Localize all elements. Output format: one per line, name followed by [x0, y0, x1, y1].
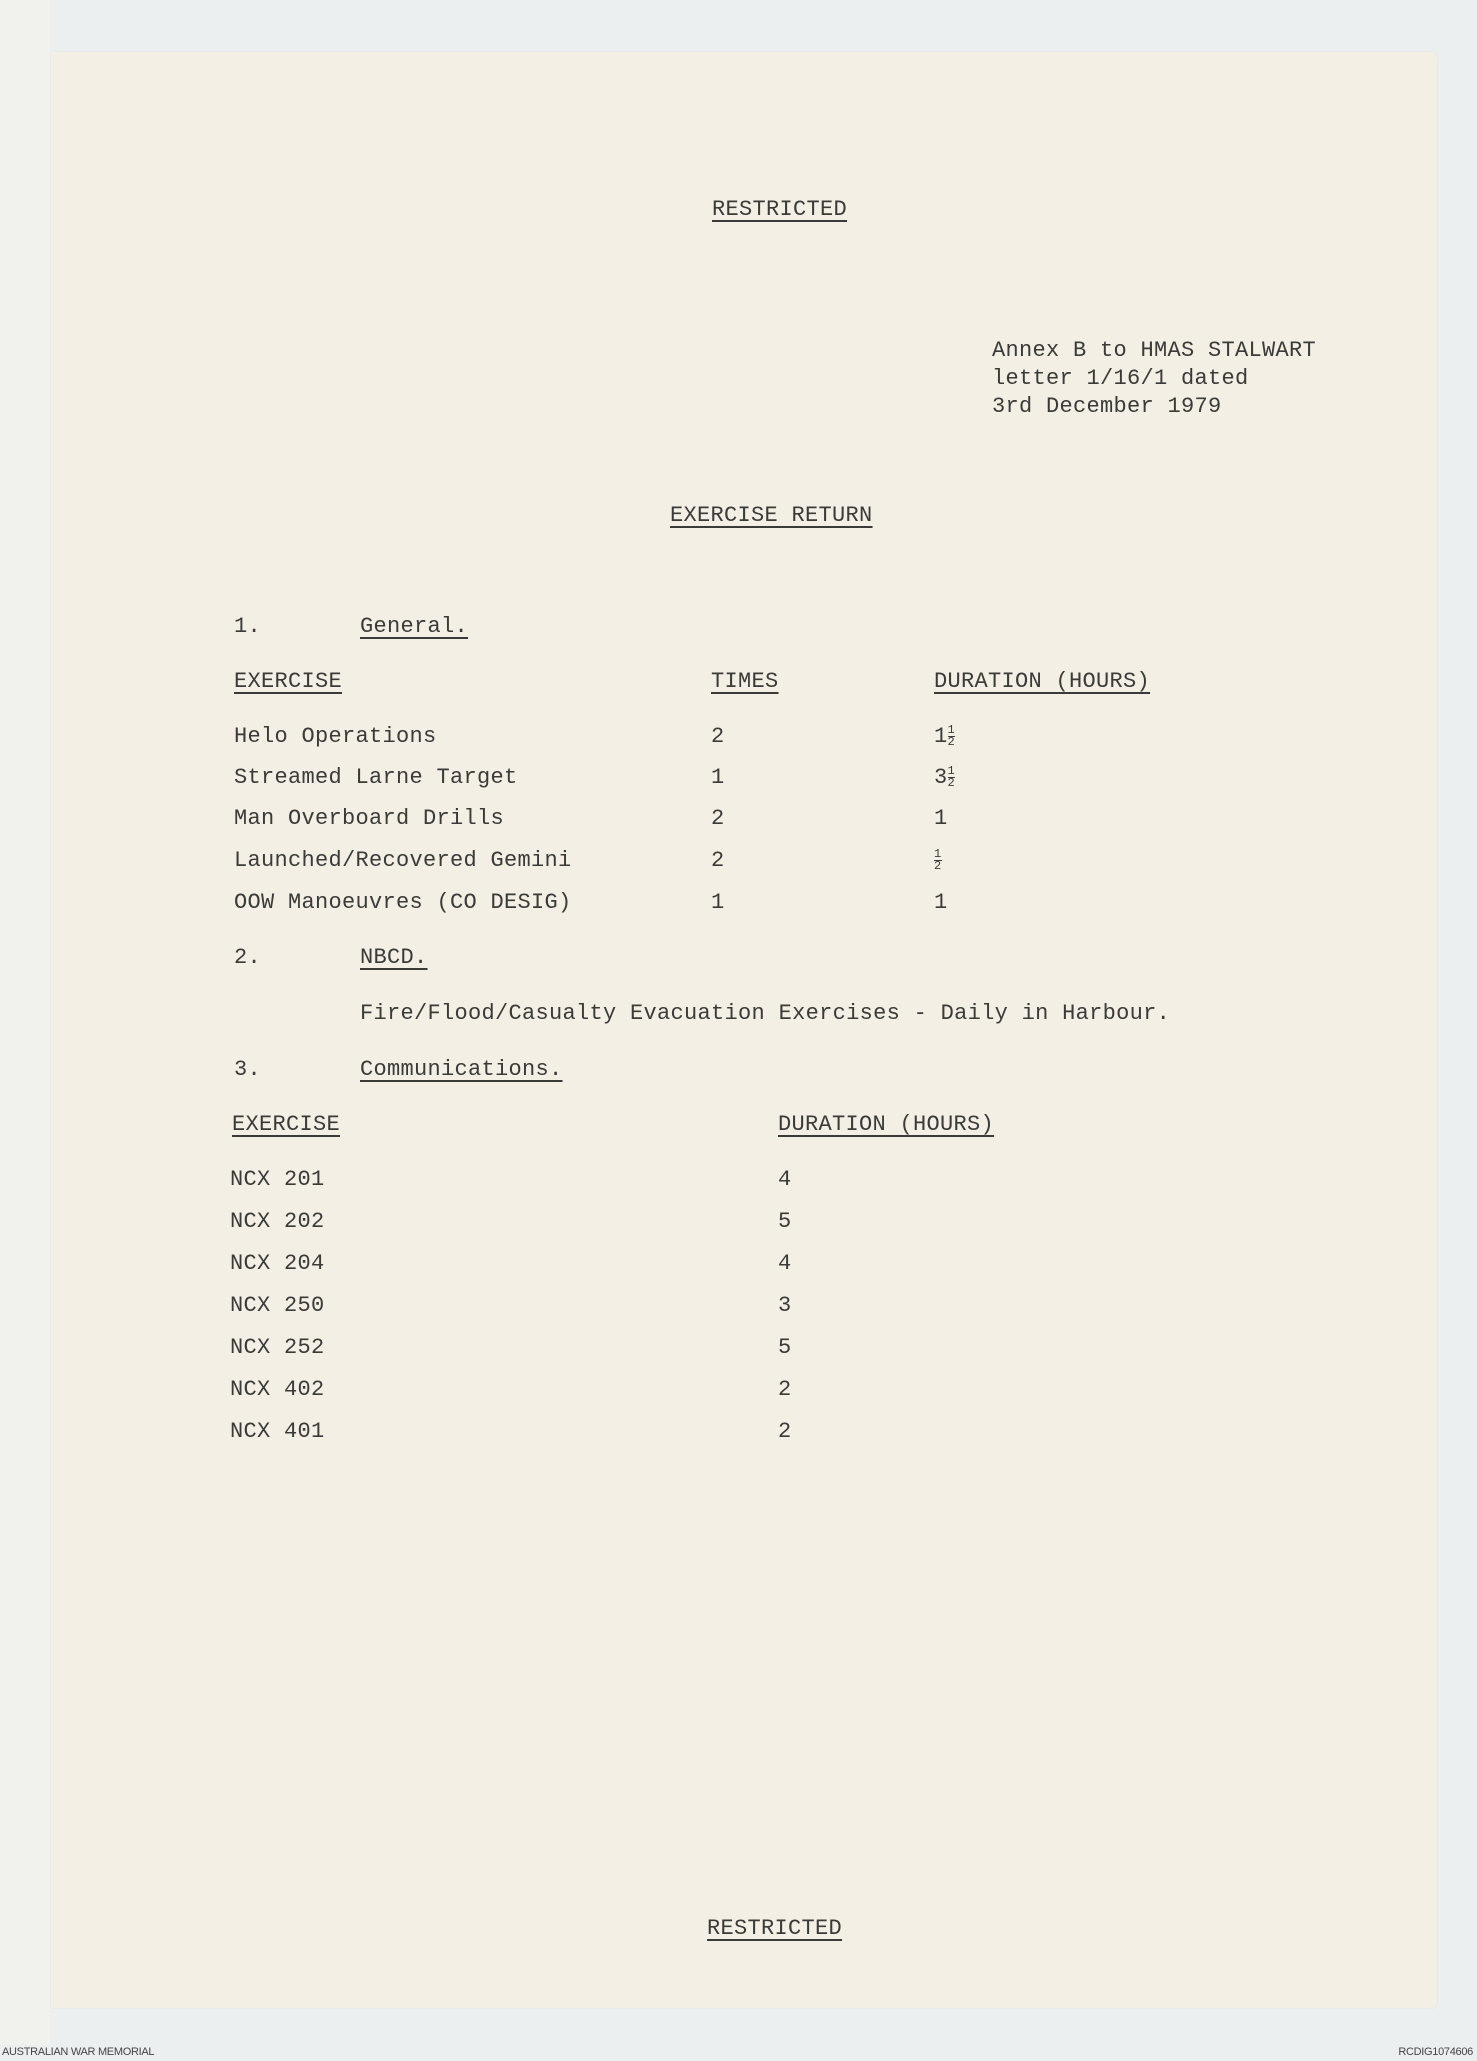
- duration-whole: 1: [934, 724, 948, 749]
- exercise-name: Streamed Larne Target: [234, 765, 518, 790]
- exercise-duration: [934, 765, 955, 791]
- exercise-name: Launched/Recovered Gemini: [234, 848, 572, 873]
- section-heading-communications: Communications.: [360, 1057, 563, 1082]
- comms-exercise-duration: 2: [778, 1377, 792, 1402]
- document-title: EXERCISE RETURN: [670, 503, 873, 528]
- comms-exercise-name: NCX 202: [230, 1209, 325, 1234]
- archive-id: RCDIG1074606: [1398, 2046, 1473, 2058]
- reference-line: letter 1/16/1 dated: [992, 366, 1249, 391]
- comms-exercise-duration: 4: [778, 1167, 792, 1192]
- comms-exercise-duration: 3: [778, 1293, 792, 1318]
- section-number: 3.: [234, 1057, 262, 1082]
- column-header-duration: DURATION (HOURS): [778, 1112, 995, 1137]
- exercise-times: 1: [711, 890, 725, 915]
- duration-fraction: $\frac{1}{2}$: [947, 763, 956, 790]
- archive-credit: AUSTRALIAN WAR MEMORIAL: [2, 2046, 155, 2058]
- duration-fraction: $\frac{1}{2}$: [934, 846, 942, 873]
- exercise-duration: [934, 806, 948, 832]
- reference-line: 3rd December 1979: [992, 394, 1222, 419]
- comms-exercise-duration: 4: [778, 1251, 792, 1276]
- section-heading-general: General.: [360, 614, 469, 639]
- nbcd-text: Fire/Flood/Casualty Evacuation Exercises - Daily in Harbour.: [360, 1001, 1171, 1026]
- column-header-duration: DURATION (HOURS): [934, 669, 1151, 694]
- exercise-times: 2: [711, 806, 725, 831]
- column-header-exercise: EXERCISE: [234, 669, 343, 694]
- comms-exercise-name: NCX 401: [230, 1419, 325, 1444]
- exercise-duration: [934, 724, 955, 750]
- comms-exercise-name: NCX 250: [230, 1293, 325, 1318]
- comms-exercise-name: NCX 402: [230, 1377, 325, 1402]
- duration-whole: 1: [934, 806, 948, 831]
- exercise-duration: [934, 848, 942, 874]
- comms-exercise-duration: 2: [778, 1419, 792, 1444]
- comms-exercise-duration: 5: [778, 1335, 792, 1360]
- section-number: 1.: [234, 614, 262, 639]
- scan-background-strip: [0, 0, 50, 2045]
- column-header-times: TIMES: [711, 669, 779, 694]
- exercise-name: OOW Manoeuvres (CO DESIG): [234, 890, 572, 915]
- classification-footer: RESTRICTED: [707, 1916, 843, 1941]
- duration-whole: 1: [934, 890, 948, 915]
- comms-exercise-name: NCX 201: [230, 1167, 325, 1192]
- duration-fraction: $\frac{1}{2}$: [947, 722, 956, 749]
- classification-header: RESTRICTED: [712, 197, 848, 222]
- comms-exercise-name: NCX 252: [230, 1335, 325, 1360]
- exercise-times: 2: [711, 724, 725, 749]
- reference-line: Annex B to HMAS STALWART: [992, 338, 1317, 363]
- exercise-times: 2: [711, 848, 725, 873]
- exercise-duration: [934, 890, 948, 916]
- section-heading-nbcd: NBCD.: [360, 945, 428, 970]
- duration-whole: 3: [934, 765, 948, 790]
- exercise-name: Man Overboard Drills: [234, 806, 505, 831]
- column-header-exercise: EXERCISE: [232, 1112, 341, 1137]
- section-number: 2.: [234, 945, 262, 970]
- exercise-name: Helo Operations: [234, 724, 437, 749]
- exercise-times: 1: [711, 765, 725, 790]
- comms-exercise-name: NCX 204: [230, 1251, 325, 1276]
- comms-exercise-duration: 5: [778, 1209, 792, 1234]
